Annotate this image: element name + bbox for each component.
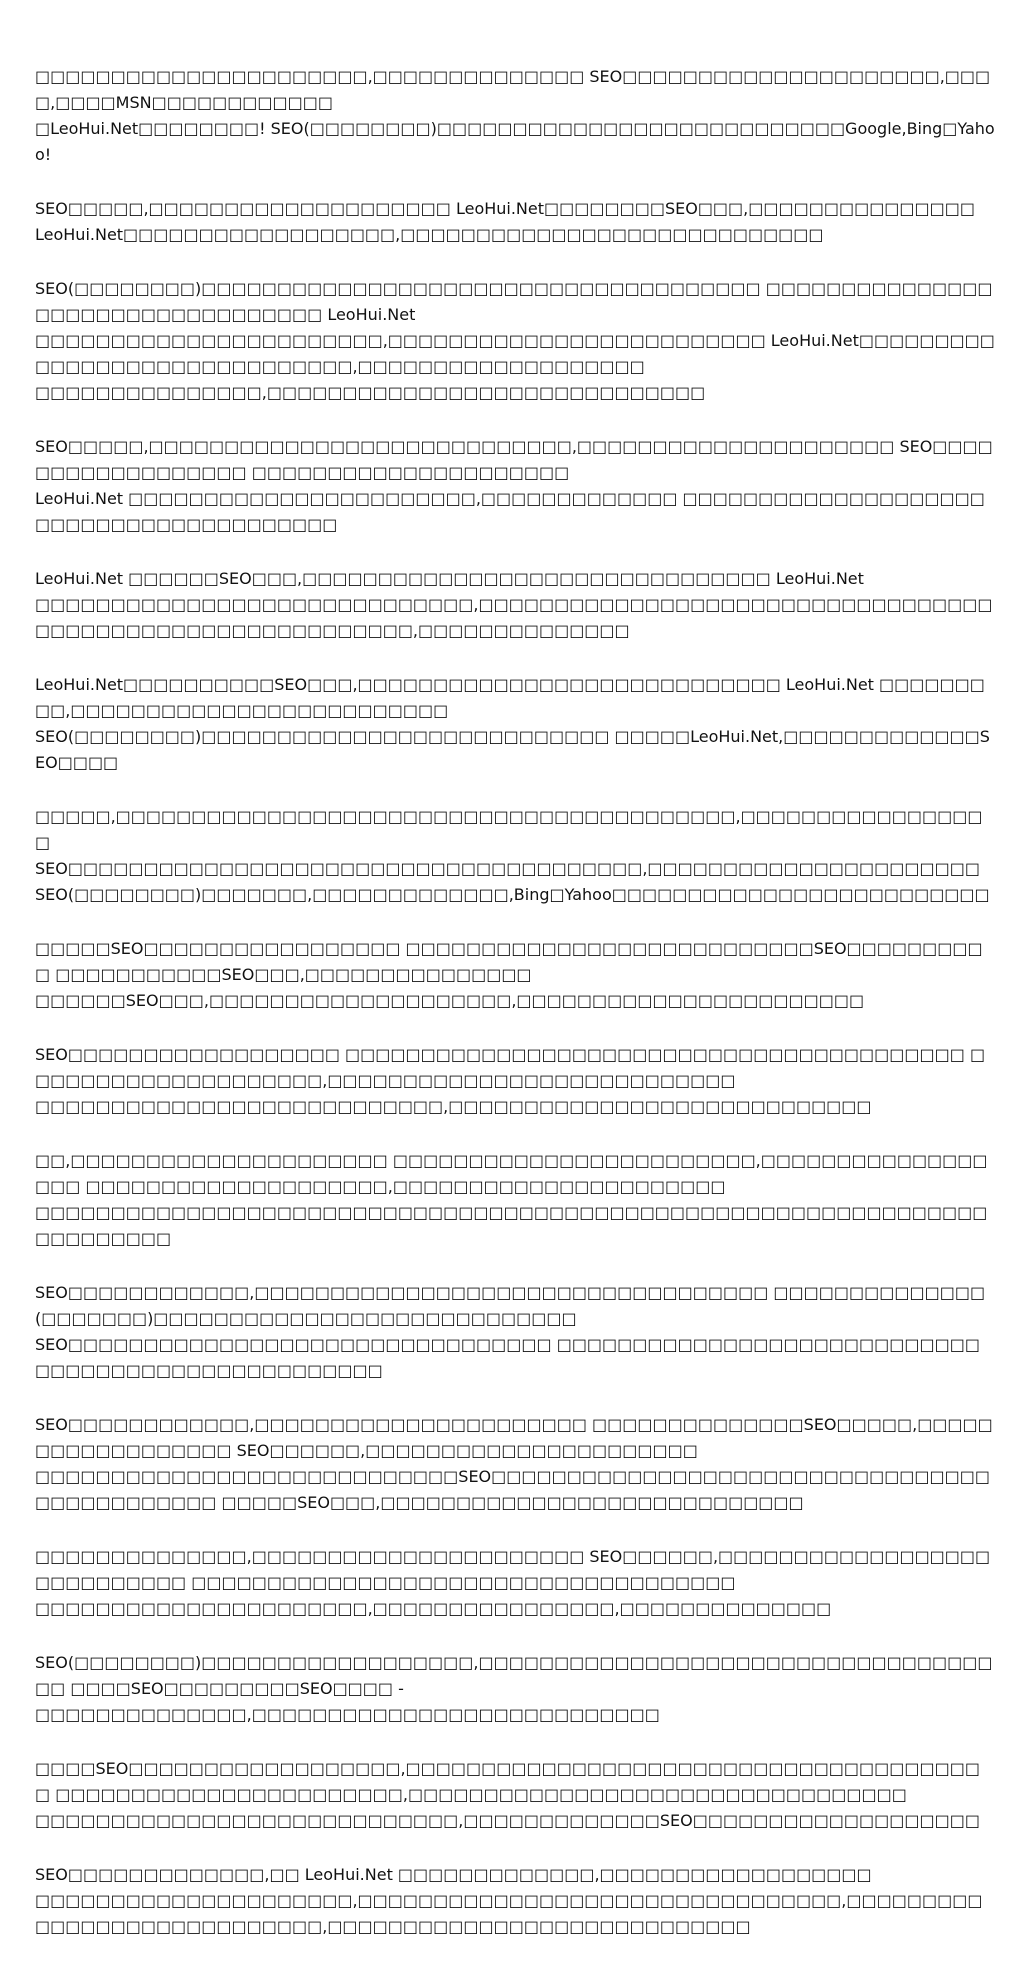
paragraph-14: SEO(□□□□□□□□)□□□□□□□□□□□□□□□□□□,□□□□□□□□□□□□□□□□□□□□□□□□□□□□□□□□□□□□ □□□□SEO□□□□□□□□□SEO□□□□ - □□□□□□□□□□□□□□,□□□□□□□□□□□□□□□□□□□□□□□□□□□ [35, 1653, 993, 1724]
paragraph-16: SEO□□□□□□□□□□□□□,□□ LeoHui.Net □□□□□□□□□□□□□,□□□□□□□□□□□□□□□□□□ □□□□□□□□□□□□□□□□□□□□□,□□□□□□□□□□□□□□□□□□□□□□□□□□□□□□□□,□□□□□□□□□□□□□□□□□□□□□□□□□□□□,□□□□□□□□□□□□□□□□□□□□□□□□□□□□ [35, 1865, 983, 1936]
paragraph-2: SEO□□□□□,□□□□□□□□□□□□□□□□□□□□ LeoHui.Net□□□□□□□□SEO□□□,□□□□□□□□□□□□□□□ LeoHui.Net□□□□□□□□□□□□□□□□□□,□□□□□□□□□□□□□□□□□□□□□□□□□□□□ [35, 199, 976, 244]
paragraph-11: SEO□□□□□□□□□□□□,□□□□□□□□□□□□□□□□□□□□□□□□□□□□□□□□□□ □□□□□□□□□□□□□□(□□□□□□□)□□□□□□□□□□□□□□□□□□□□□□□□□□□□ SEO□□□□□□□□□□□□□□□□□□□□□□□□□□□□□□□□ □□□□□□□□□□□□□□□□□□□□□□□□□□□□□□□□□□□□□□□□□□□□□□□□□□□ [35, 1283, 986, 1380]
paragraph-4: SEO□□□□□,□□□□□□□□□□□□□□□□□□□□□□□□□□□□,□□□□□□□□□□□□□□□□□□□□□ SEO□□□□□□□□□□□□□□□□□□ □□□□□□□□□□□□□□□□□□□□□ LeoHui.Net □□□□□□□□□□□□□□□□□□□□□□□,□□□□□□□□□□□□□ □□□□□□□□□□□□□□□□□□□□□□□□□□□□□□□□□□□□□□□□ [35, 437, 993, 534]
paragraph-5: LeoHui.Net □□□□□□SEO□□□,□□□□□□□□□□□□□□□□□□□□□□□□□□□□□□□ LeoHui.Net □□□□□□□□□□□□□□□□□□□□□□□□□□□□□,□□□□□□□□□□□□□□□□□□□□□□□□□□□□□□□□□□□□□□□□□□□□□□□□□□□□□□□□□□□,□□□□□□□□□□□□□□ [35, 569, 993, 640]
document-body [35, 64, 995, 1968]
paragraph-12: SEO□□□□□□□□□□□□,□□□□□□□□□□□□□□□□□□□□□□ □□□□□□□□□□□□□□SEO□□□□□,□□□□□□□□□□□□□□□□□□ SEO□□□□□□,□□□□□□□□□□□□□□□□□□□□□□ □□□□□□□□□□□□□□□□□□□□□□□□□□□□SEO□□□□□□□□□□□□□□□□□□□□□□□□□□□□□□□□□□□□□□□□□□□□□ □□□□□SEO□□□,□□□□□□□□□□□□□□□□□□□□□□□□□□□□ [35, 1415, 993, 1512]
paragraph-1: □□□□□□□□□□□□□□□□□□□□□□,□□□□□□□□□□□□□□ SEO□□□□□□□□□□□□□□□□□□□□□,□□□□,□□□□MSN□□□□□□□□□□□□ □LeoHui.Net□□□□□□□□! SEO(□□□□□□□□)□□□□□□□□□□□□□□□□□□□□□□□□□□□Google,Bing□Yahoo! [35, 67, 995, 164]
paragraph-8: □□□□□SEO□□□□□□□□□□□□□□□□□ □□□□□□□□□□□□□□□□□□□□□□□□□□□SEO□□□□□□□□□□ □□□□□□□□□□□SEO□□□,□□□□□□□□□□□□□□□ □□□□□□SEO□□□,□□□□□□□□□□□□□□□□□□□□,□□□□□□□□□□□□□□□□□□□□□□□ [35, 939, 983, 1010]
paragraph-13: □□□□□□□□□□□□□□,□□□□□□□□□□□□□□□□□□□□□□ SEO□□□□□□,□□□□□□□□□□□□□□□□□□□□□□□□□□□□ □□□□□□□□□□□□□□□□□□□□□□□□□□□□□□□□□□□□ □□□□□□□□□□□□□□□□□□□□□□,□□□□□□□□□□□□□□□□,□□□□□□□□□□□□□□ [35, 1547, 991, 1618]
paragraph-7: □□□□□,□□□□□□□□□□□□□□□□□□□□□□□□□□□□□□□□□□□□□□□□□,□□□□□□□□□□□□□□□□□ SEO□□□□□□□□□□□□□□□□□□□□□□□□□□□□□□□□□□□□□□,□□□□□□□□□□□□□□□□□□□□□□ SEO(□□□□□□□□)□□□□□□□,□□□□□□□□□□□□□,Bing□Yahoo□□□□□□□□□□□□□□□□□□□□□□□□□ [35, 807, 990, 904]
paragraph-15: □□□□SEO□□□□□□□□□□□□□□□□□□,□□□□□□□□□□□□□□□□□□□□□□□□□□□□□□□□□□□□□□□ □□□□□□□□□□□□□□□□□□□□□□□,□□□□□□□□□□□□□□□□□□□□□□□□□□□□□□□□□ □□□□□□□□□□□□□□□□□□□□□□□□□□□□,□□□□□□□□□□□□□SEO□□□□□□□□□□□□□□□□□□□ [35, 1759, 980, 1830]
paragraph-10: □□,□□□□□□□□□□□□□□□□□□□□□ □□□□□□□□□□□□□□□□□□□□□□□□,□□□□□□□□□□□□□□□□□□ □□□□□□□□□□□□□□□□□□□□,□□□□□□□□□□□□□□□□□□□□□□ □□□□□□□□□□□□□□□□□□□□□□□□□□□□□□□□□□□□□□□□□□□□□□□□□□□□□□□□□□□□□□□□□□□□□□□□ [35, 1151, 988, 1248]
paragraph-6: LeoHui.Net□□□□□□□□□□SEO□□□,□□□□□□□□□□□□□□□□□□□□□□□□□□□□ LeoHui.Net □□□□□□□□□,□□□□□□□□□□□□□□□□□□□□□□□□□ SEO(□□□□□□□□)□□□□□□□□□□□□□□□□□□□□□□□□□□□ □□□□□LeoHui.Net,□□□□□□□□□□□□□SEO□□□□ [35, 675, 990, 772]
paragraph-3: SEO(□□□□□□□□)□□□□□□□□□□□□□□□□□□□□□□□□□□□□□□□□□□□□□ □□□□□□□□□□□□□□□□□□□□□□□□□□□□□□□□□□ LeoHui.Net □□□□□□□□□□□□□□□□□□□□□□□,□□□□□□□□□□□□□□□□□□□□□□□□□ LeoHui.Net□□□□□□□□□□□□□□□□□□□□□□□□□□□□□□,□□□□□□□□□□□□□□□□□□□ □□□□□□□□□□□□□□□,□□□□□□□□□□□□□□□□□□□□□□□□□□□□□ [35, 279, 995, 402]
paragraph-9: SEO□□□□□□□□□□□□□□□□□□ □□□□□□□□□□□□□□□□□□□□□□□□□□□□□□□□□□□□□□□□□ □□□□□□□□□□□□□□□□□□□□,□□□□□□□□□□□□□□□□□□□□□□□□□□□ □□□□□□□□□□□□□□□□□□□□□□□□□□□,□□□□□□□□□□□□□□□□□□□□□□□□□□□□ [35, 1045, 986, 1116]
